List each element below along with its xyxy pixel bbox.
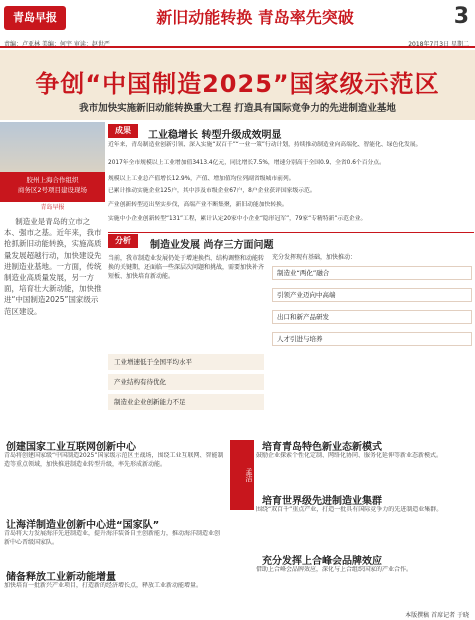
article-title-5: 培育世界级先进制造业集群 [262,496,382,507]
caption-line-1: 胶州上海合作组织 [26,176,79,184]
section-divider [108,232,474,233]
photo-source: 青岛早报 [40,204,65,211]
hero-section [0,50,475,120]
achievements-paragraph-2: 2017年全市规模以上工业增加值3413.4亿元，同比增长7.5%，增速分别高于全国0.9、全省0.6个百分点。 [108,160,385,166]
left-photo [0,122,105,172]
page-subtitle: 我市加快实施新旧动能转换重大工程 打造具有国际竞争力的先进制造业基地 [79,103,396,114]
problem-item: 产业结构有待优化 [108,374,264,390]
page-banner: 新旧动能转换 青岛率先突破 [156,8,354,27]
achievements-paragraph-3: 规模以上工业总产值增长12.9%，产值、增加值均位列副省级城市前列。 [108,176,295,182]
achievements-paragraph-6: 实施中小企业创新转型“131”工程，累计认定20家中小企业“隐形冠军”，79家“专精特新”示范企业。 [108,216,367,222]
problem-item: 制造业企业创新能力不足 [108,394,264,410]
measure-list-heading: 充分发挥现有基础，加快推动： [272,254,357,261]
masthead [0,0,475,40]
article-title-2: 让海洋制造业创新中心进“国家队” [6,520,160,531]
measure-item: 制造业“两化”融合 [272,266,472,280]
page-number: 3 [453,4,469,29]
article-text-2: 青岛将大力发展海洋先进制造业，提升海洋装备自主创新能力，推动海洋制造业创新中心晋级国家队。 [4,530,221,546]
section-tag-analysis: 分析 [108,234,138,248]
section-tag-achievements: 成果 [108,124,138,138]
analysis-text: 当前，我市制造业发展仍处于增速换挡、结构调整和动能转换的关键期，还面临一些深层次问题和挑战，需要加快补齐短板、加快培育新动能。 [108,255,264,280]
article-title-1: 创建国家工业互联网创新中心 [6,442,136,453]
achievements-paragraph-5: 产业创新转型迈出坚实步伐，高端产业不断集聚，新旧动能加快转换。 [108,202,288,208]
section-heading-analysis: 制造业发展 尚存三方面问题 [150,240,274,251]
issue-date: 2018年7月3日 星期二 [408,41,469,48]
article-text-1: 青岛将创建国家级“中国制造2025”国家级示范区主战场，围绕工业互联网、智能制造等重点领域，加快推进制造业转型升级，率先形成新动能。 [4,452,224,468]
meta-bar [0,38,475,48]
measure-item: 人才引进与培养 [272,332,472,346]
article-title-3: 储备释放工业新动能增量 [6,572,116,583]
article-title-6: 充分发挥上合峰会品牌效应 [262,556,382,567]
caption-line-2: 商务区2号项目建设现场 [17,186,88,194]
measure-list [272,254,472,354]
left-column-text: 制造业是青岛的立市之本、强市之基。近年来，我市抢抓新旧动能转换，实施高质量发展超越行动，加快建设先进制造业基地。一方面，传统制造业高质量发展，另一方面，培育壮大新动能，加快推进“中国制造2025”国家级示范区建设。 [4,217,102,316]
article-title-4: 培育青岛特色新业态新模式 [262,442,382,453]
problem-item: 工业增速低于全国平均水平 [108,354,264,370]
page-title: 争创“中国制造2025”国家级示范区 [35,70,440,98]
article-text-3: 加快培育一批新兴产业项目，打造新的经济增长点，释放工业新动能增量。 [4,582,203,589]
photographer-tag: 孟洁 [230,440,254,510]
section-heading-achievements: 工业稳增长 转型升级成效明显 [148,130,282,141]
measure-item: 出口和新产品研发 [272,310,472,324]
measure-item: 引领产业迈向中高端 [272,288,472,302]
achievements-paragraph-1: 近年来，青岛制造业创新引领、深入实施“双百千”“一业一策”行动计划，持续推动制造业向高端化、智能化、绿色化发展。 [108,142,422,148]
article-text-6: 借助上合峰会品牌效应，深化与上合组织国家的产业合作。 [256,566,413,573]
achievements-paragraph-4: 已累计推动实施企业125户，其中涉及市级企业67户，8户企业获评国家级示范。 [108,188,316,194]
section-analysis [108,234,474,434]
newspaper-logo: 青岛早报 [4,6,66,30]
editor-credits: 责编：卢亚林 美编：何宇 审读：赵世严 [4,41,110,48]
article-text-5: 围绕“双百千”重点产业，打造一批具有国际竞争力的先进制造业集群。 [256,506,443,513]
footer-credits: 本版撰稿 首席记者 于晓 [405,612,469,619]
problem-list [108,354,264,414]
photo-caption [0,172,105,202]
article-text-4: 鼓励企业探索个性化定制、网络化协同、服务化延伸等新业态新模式。 [256,452,443,459]
section-achievements [108,124,474,232]
